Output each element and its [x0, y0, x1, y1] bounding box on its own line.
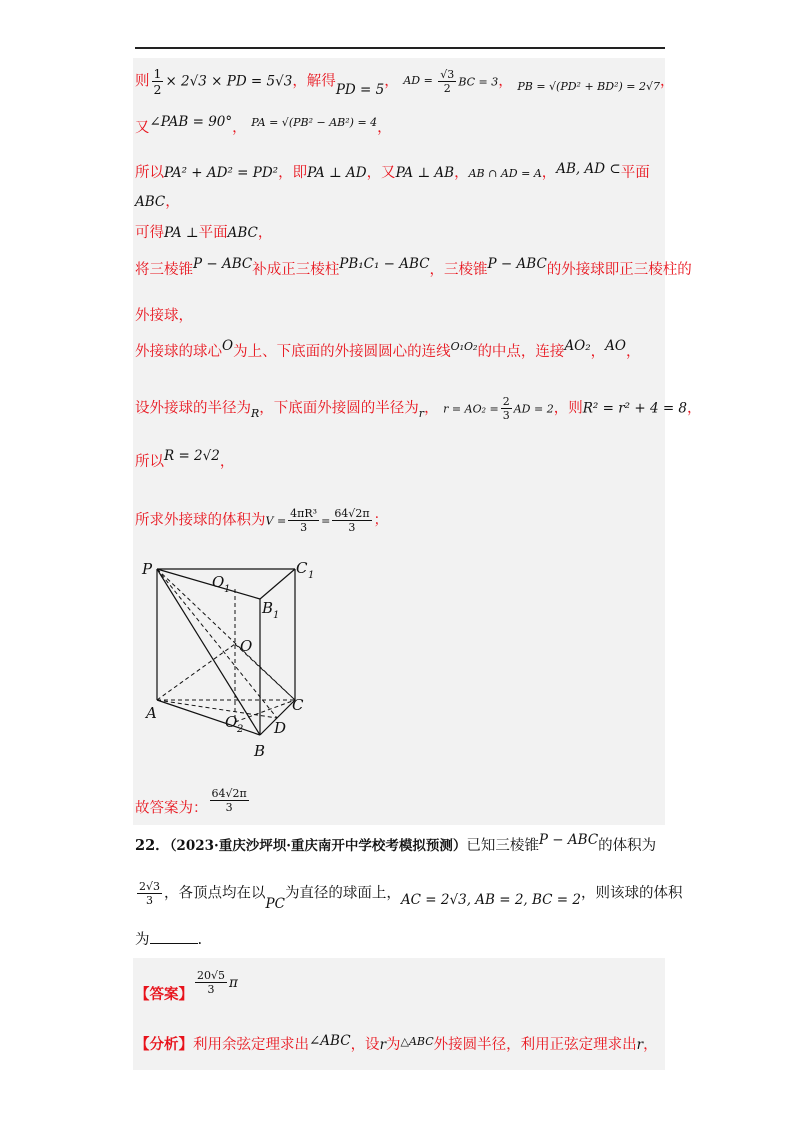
line-11: 所求外接球的体积为V = $\frac{\text{4πR³}}{3}$ = $\frac{64√2\pi}{3}$ ； [135, 507, 389, 534]
analysis-line: 【分析】利用余弦定理求出∠ABC，设r为$^{\triangle ABC}$外接圆半径，利用正弦定理求出r， [135, 1033, 658, 1053]
label-O1: O [212, 573, 225, 591]
line-6: 将三棱锥P − ABC补成正三棱柱PB₁C₁ − ABC，三棱锥P − ABC的外接球即正三棱柱的 [135, 256, 692, 278]
line-8: 外接球的球心O为上、下底面的外接圆圆心的连线$^{O_1O_2}$的中点，连接AO₂，AO， [135, 338, 641, 360]
line-4: ABC， [135, 194, 180, 210]
svg-text:1: 1 [273, 610, 280, 621]
edge-PD [157, 569, 280, 718]
q22-line-2: $\frac{2√3}{3}$ ，各顶点均在以PC为直径的球面上，AC = 2√3, AB = 2, BC = 2，则该球的体积 [139, 880, 683, 912]
svg-text:2: 2 [237, 724, 244, 735]
label-O: O [240, 637, 253, 655]
edge-AD [157, 700, 277, 718]
line-5: 可得PA ⊥平面ABC， [135, 225, 273, 241]
edge-C1B1 [260, 569, 295, 599]
label-O2: O [225, 713, 238, 731]
svg-text:1: 1 [308, 570, 315, 581]
q22-line-3: 为 . [135, 929, 202, 950]
edge-AO [157, 644, 235, 700]
edge-AB [157, 700, 260, 735]
line-7: 外接球， [135, 308, 193, 324]
label-C: C [292, 696, 304, 714]
label-A: A [146, 704, 157, 722]
answer-line: 故答案为： $\frac{64√2\pi}{3}$ [135, 787, 247, 817]
label-P: P [142, 560, 153, 578]
label-D: D [274, 719, 287, 737]
prism-figure [140, 556, 330, 760]
answer-blank[interactable] [150, 929, 198, 944]
line-3: 所以PA² + AD² = PD²，即PA ⊥ AD，又PA ⊥ AB，AB ∩ AD = A，AB, AD ⊂平面 [135, 161, 650, 181]
label-C1: C [296, 559, 308, 577]
answer-tag-line: 【答案】 $\frac{20√5}{3}$ π [135, 969, 238, 1003]
line-9: 设外接球的半径为$_R$，下底面外接圆的半径为$_r$， r = AO₂ = $\frac{2}{3}$ AD = 2，则R² = r² + 4 = 8， [135, 395, 702, 422]
svg-text:1: 1 [224, 584, 231, 595]
label-B1: B [262, 599, 274, 617]
header-rule [135, 47, 665, 49]
line-2: 又∠PAB = 90°， $^{PA = √(PB^2 - AB^2) = 4}$， [135, 114, 392, 136]
q22-line-1: 22．（2023·重庆沙坪坝·重庆南开中学校考模拟预测）已知三棱锥P − ABC的体积为 [135, 832, 657, 854]
label-B: B [254, 742, 266, 760]
line-10: 所以R = 2√2， [135, 448, 235, 470]
line-1: 则 $\frac{1}{2}$ × 2√3 × PD = 5√3，解得PD = 5， AD = $\frac{√3}{2}$ BC = 3， $_{PB = √(PD^2 + BD^2) = 2√7}$， [135, 66, 675, 98]
